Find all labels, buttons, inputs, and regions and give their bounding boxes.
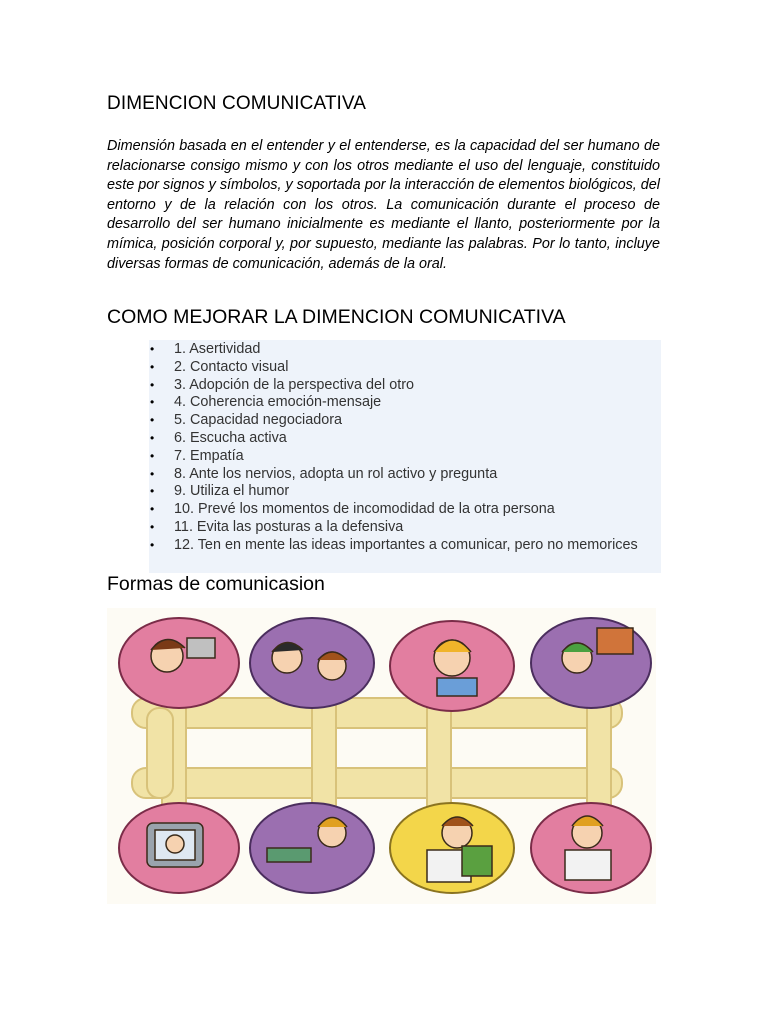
list-item: • 6. Escucha activa [107,430,661,448]
list-item: • 2. Contacto visual [107,359,661,377]
tips-list [107,341,661,555]
list-item: • 7. Empatía [107,448,661,466]
intro-paragraph: Dimensión basada en el entender y el entenderse, es la capacidad del ser humano de relacionarse consigo mismo y con los otros mediante el uso del lenguaje, constituido este por signos y símbolos, y soportada por la interacción de elementos biológicos, del entorno y de la relación con los otros. La comunicación durante el proceso de desarrollo del ser humano inicialmente es mediante el llanto, posteriormente por la mímica, posición corporal y, por supuesto, mediante las palabras. Por lo tanto, incluye diversas formas de comunicación, además de la oral. [107,138,660,272]
list-item: • 1. Asertividad [107,341,661,359]
list-item: • 12. Ten en mente las ideas importantes a comunicar, pero no memorices [107,537,661,555]
list-item: • 4. Coherencia emoción-mensaje [107,394,661,412]
list-item: • 8. Ante los nervios, adopta un rol activo y pregunta [107,466,661,484]
communication-forms-illustration [107,608,656,904]
list-item: • 11. Evita las posturas a la defensiva [107,519,661,537]
page-title: DIMENCION COMUNICATIVA [107,93,367,114]
list-item: • 9. Utiliza el humor [107,483,661,501]
list-item: • 3. Adopción de la perspectiva del otro [107,377,661,395]
section-heading-forms: Formas de comunicasion [107,573,325,595]
list-item: • 10. Prevé los momentos de incomodidad de la otra persona [107,501,661,519]
section-heading-improve: COMO MEJORAR LA DIMENCION COMUNICATIVA [107,306,566,328]
list-item: • 5. Capacidad negociadora [107,412,661,430]
